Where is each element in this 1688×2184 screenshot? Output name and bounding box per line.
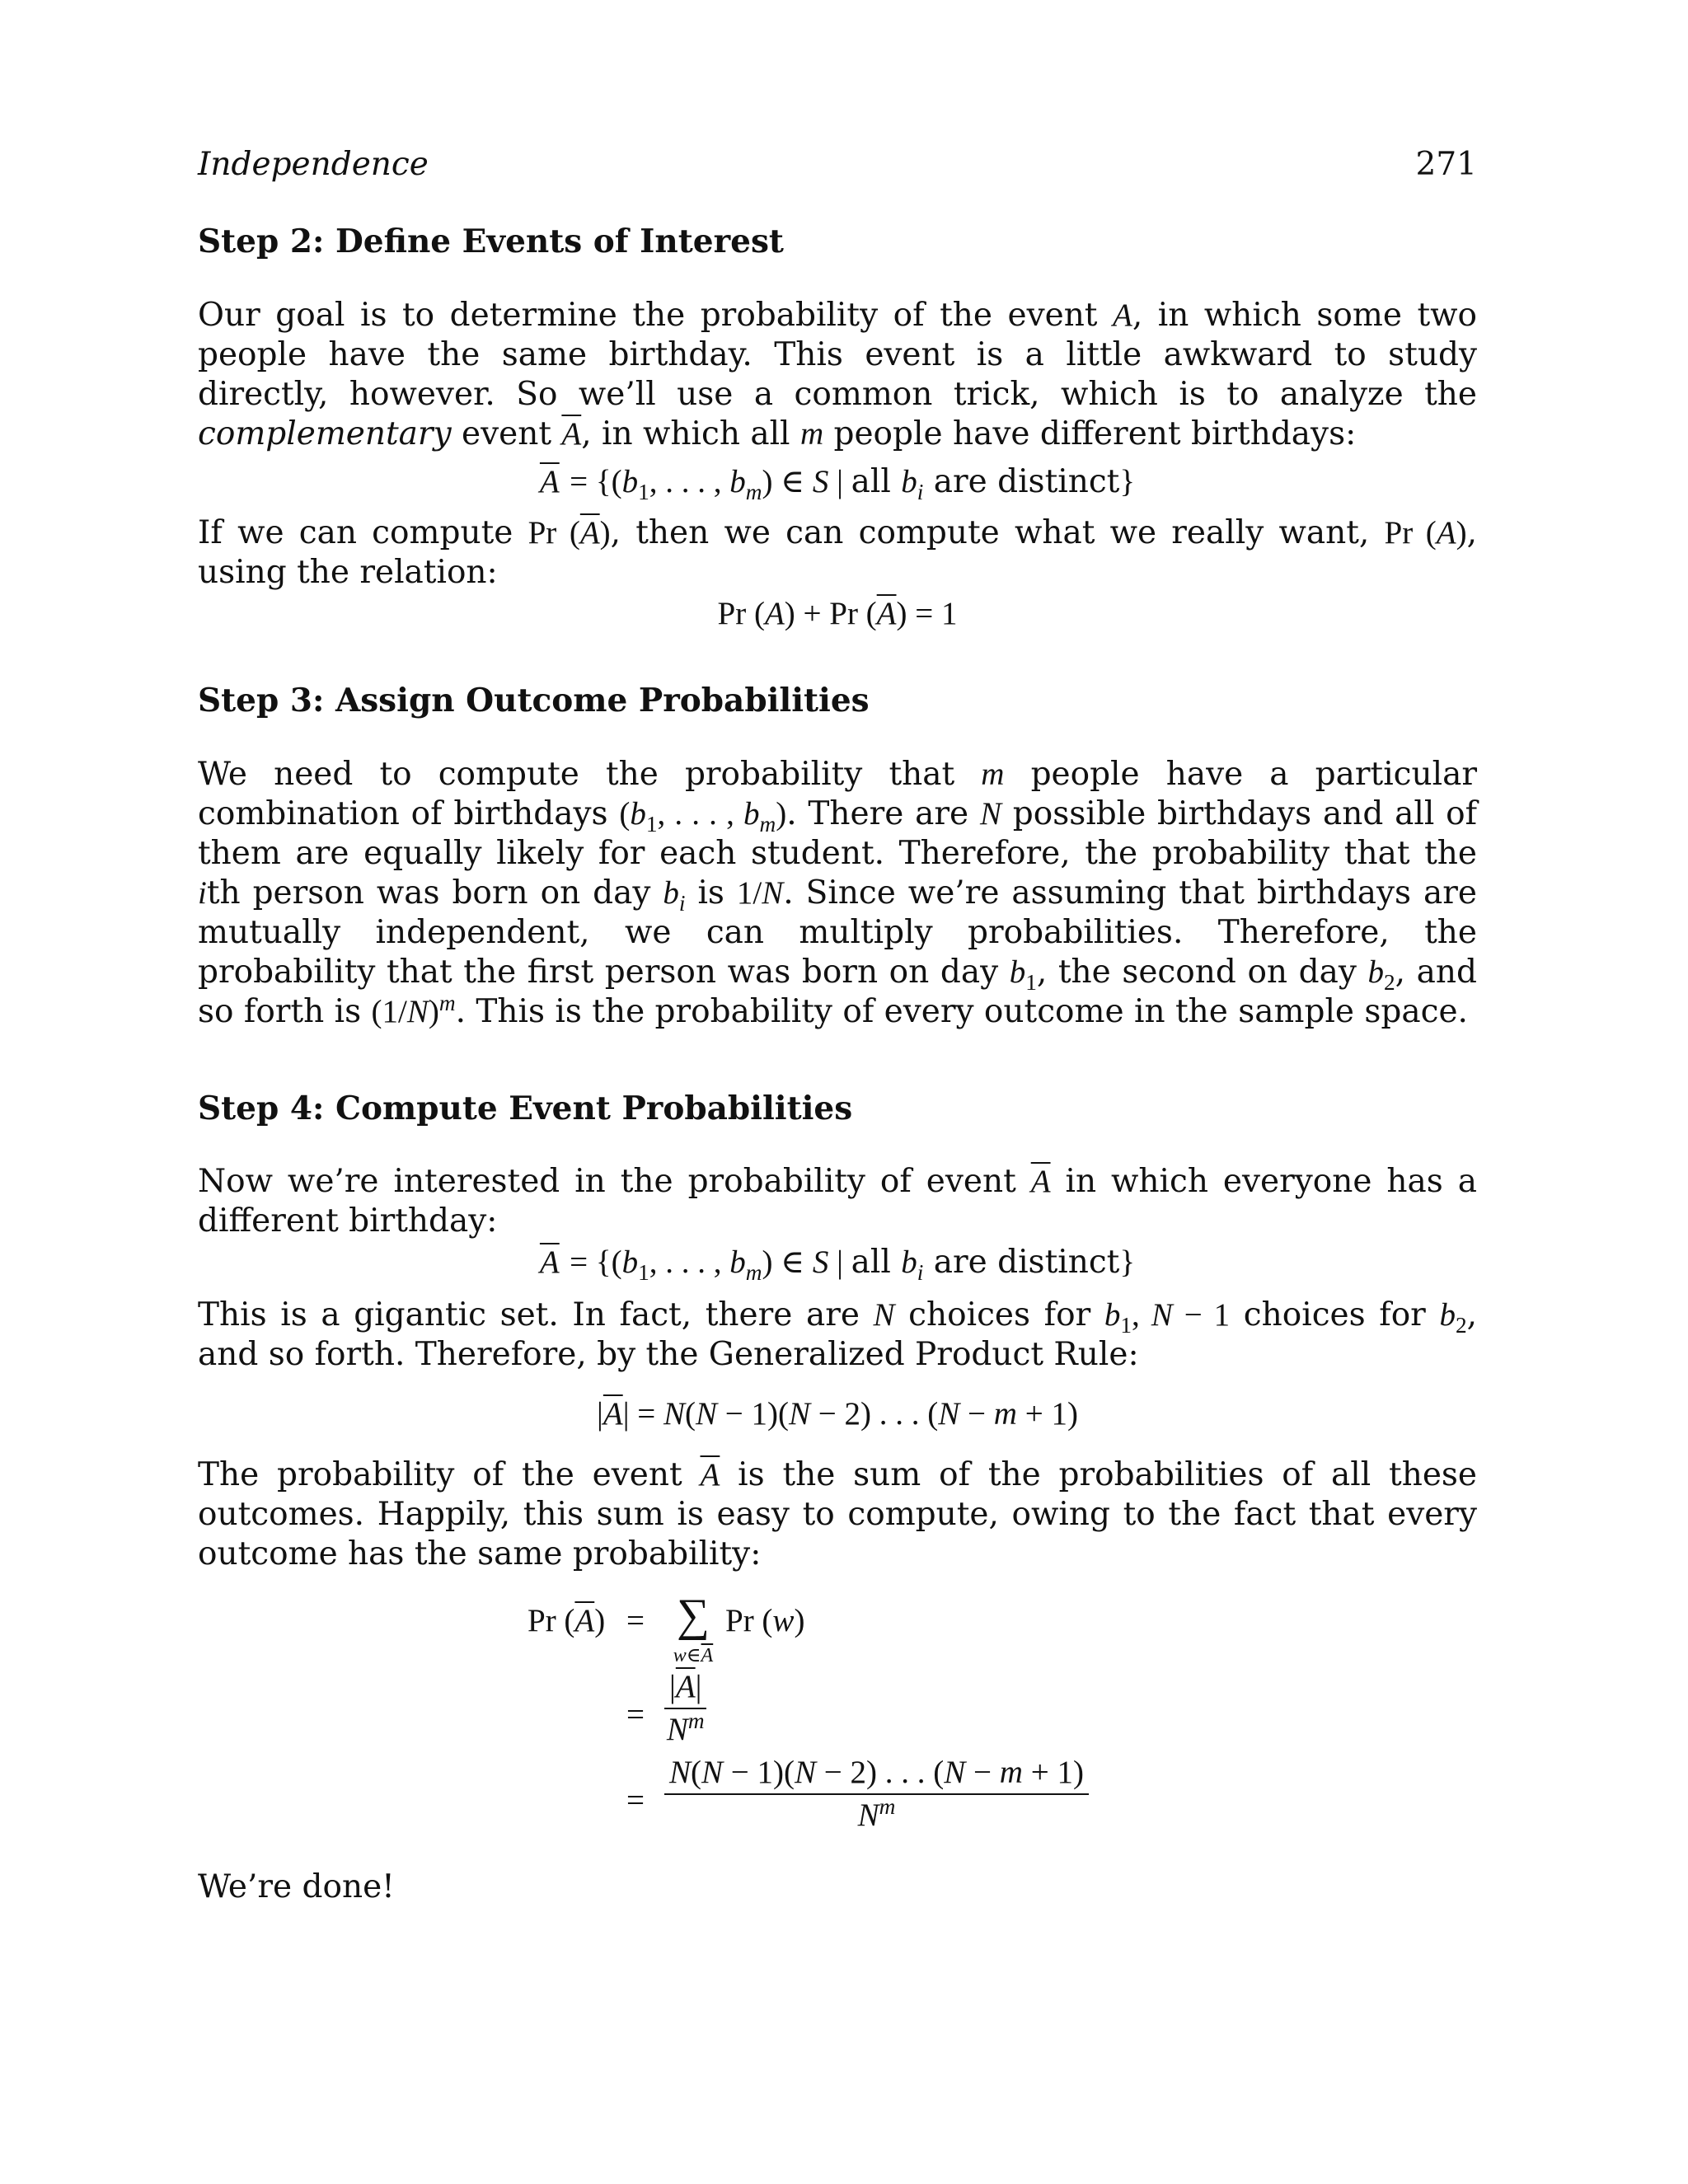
step4-paragraph-2: This is a gigantic set. In fact, there are N choices for $b_1$, N − 1 choices for $b_2$, and so forth. Therefore, by the Generalized Product Rule: <box>198 1296 1477 1374</box>
equation-cardinality: $|\overline{A}| = N(N - 1)(N - 2)$ . . . (N − m + 1) <box>597 1396 1078 1432</box>
step2-heading: Step 2: Define Events of Interest <box>198 223 784 260</box>
equation-complement-relation: Pr (A) + Pr $(\overline{A}) = 1$ <box>717 595 958 631</box>
closing-line: We’re done! <box>198 1868 395 1906</box>
document-page <box>198 148 1477 1907</box>
step4-heading: Step 4: Compute Event Probabilities <box>198 1089 853 1127</box>
section-title: Independence <box>198 146 429 183</box>
step2-paragraph-2: If we can compute Pr $(\overline{A})$, then we can compute what we really want, Pr (A), using the relation: <box>198 513 1477 591</box>
equation-complement-set: $\overline{A} = \{(b_1$, . . . , $b_m$) ∈ S | all $b_i$ are distinct} <box>539 462 1136 504</box>
step3-heading: Step 3: Assign Outcome Probabilities <box>198 681 870 719</box>
page-number: 271 <box>1415 146 1477 183</box>
step4-paragraph-3: The probability of the event $\overline{A}$ is the sum of the probabilities of all these outcomes. Happily, this sum is easy to compute, owing to the fact that every outcome has the same probability: <box>198 1456 1477 1573</box>
step2-paragraph-1: Our goal is to determine the probability of the event A, in which some two people have the same birthday. This event is a little awkward to study directly, however. So we’ll use a common trick, which is to analyze the complementary event $\overline{A}$, in which all m people have different birthdays: <box>198 296 1477 452</box>
step3-paragraph: We need to compute the probability that m people have a particular combination of birthdays ($b_1$, . . . , $b_m$). There are N possible birthdays and all of them are equally likely for each student. Therefore, the probability that the ith person was born on day $b_i$ is 1/N. Since we’re assuming that birthdays are mutually independent, we can multiply probabilities. Therefore, the probability that the first person was born on day $b_1$, the second on day $b_2$, and so forth is $(1/N)^m$. This is the probability of every outcome in the sample space. <box>198 755 1478 1030</box>
equation-probability-derivation: Pr $(\overline{A})$ = ∑ $w\in\overline{A}$ Pr (w) = $\frac{|\overline{A}|}{N^m}$ = $\frac{N(N - 1)(N - 2) . . . (N - m + 1)}{N^m}$ <box>198 1591 1477 1846</box>
running-header <box>198 148 1477 188</box>
equation-complement-set-2: $\overline{A} = \{(b_1$, . . . , $b_m$) ∈ S | all $b_i$ are distinct} <box>539 1244 1136 1286</box>
step4-paragraph-1: Now we’re interested in the probability of event $\overline{A}$ in which everyone has a different birthday: <box>198 1163 1477 1240</box>
